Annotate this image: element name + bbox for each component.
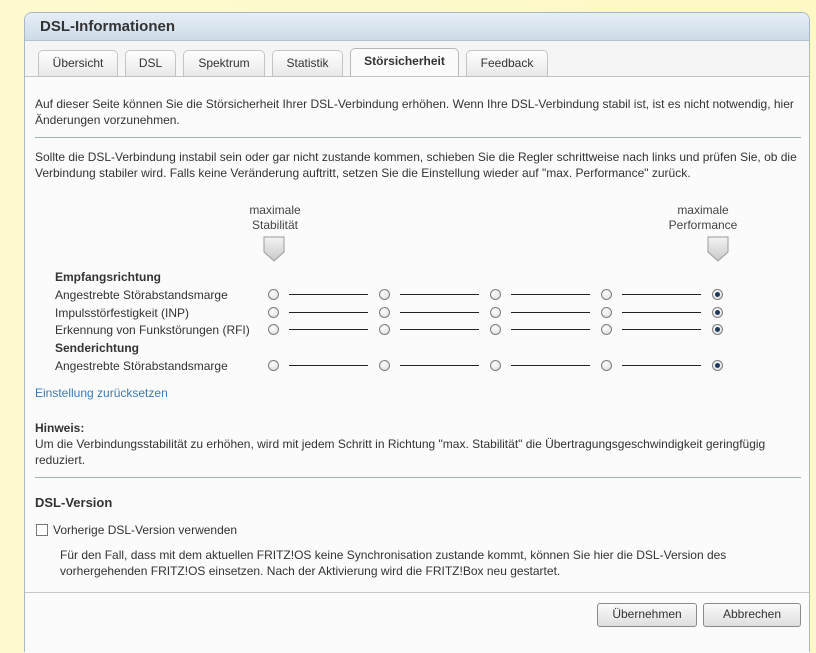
slider-stop-radio[interactable] [268, 289, 279, 300]
row-label-receive-margin: Angestrebte Störabstandsmarge [55, 288, 228, 302]
slider-track-segment [400, 312, 479, 313]
slider-stop-radio[interactable] [601, 324, 612, 335]
slider-track-segment [400, 365, 479, 366]
slider-stop-radio[interactable] [601, 289, 612, 300]
panel-title: DSL-Informationen [40, 18, 175, 35]
slider-track-segment [622, 365, 701, 366]
slider-track-segment [289, 329, 368, 330]
tab-stoersicherheit[interactable]: Störsicherheit [350, 48, 459, 76]
slider-stop-radio[interactable] [490, 360, 501, 371]
row-label-receive-rfi: Erkennung von Funkstörungen (RFI) [55, 323, 250, 337]
slider-stop-radio[interactable] [379, 360, 390, 371]
tab-dsl[interactable]: DSL [125, 50, 176, 76]
slider-track-segment [622, 312, 701, 313]
slider-stop-radio[interactable] [490, 289, 501, 300]
send-heading: Senderichtung [55, 341, 140, 355]
tab-feedback[interactable]: Feedback [466, 50, 548, 76]
slider-track-segment [289, 312, 368, 313]
slider-track-segment [400, 294, 479, 295]
slider-track-segment [511, 329, 590, 330]
row-label-send-margin: Angestrebte Störabstandsmarge [55, 359, 228, 373]
slider-handle-left-icon[interactable] [263, 236, 285, 262]
slider-stop-radio[interactable] [601, 307, 612, 318]
panel-header [25, 13, 809, 41]
slider-stop-radio[interactable] [712, 324, 723, 335]
slider-track-segment [622, 294, 701, 295]
slider-track-segment [289, 294, 368, 295]
scale-left-label: maximale Stabilität [249, 203, 301, 232]
instructions-text: Sollte die DSL-Verbindung instabil sein oder gar nicht zustande kommen, schieben Sie die Regler schrittweise nach links und prüfen Sie, ob die Verbindung stabiler wird. Falls keine Veränderung auftritt, setzen Sie die Einstellung wieder auf "max. Performance" zurück. [35, 150, 797, 180]
slider-track-segment [289, 365, 368, 366]
hint-title: Hinweis: [35, 421, 85, 435]
cancel-button[interactable]: Abbrechen [703, 603, 801, 627]
slider-stop-radio[interactable] [268, 360, 279, 371]
slider-stop-radio[interactable] [268, 324, 279, 335]
dsl-version-description: Für den Fall, dass mit dem aktuellen FRITZ!OS keine Synchronisation zustande kommt, können Sie hier die DSL-Version des vorhergehenden FRITZ!OS einsetzen. Nach der Aktivierung wird die FRITZ!Box neu gestartet. [60, 548, 727, 578]
slider-handle-right-icon[interactable] [707, 236, 729, 262]
slider-stop-radio[interactable] [490, 324, 501, 335]
slider-stop-radio[interactable] [712, 307, 723, 318]
previous-dsl-version-checkbox[interactable] [36, 524, 48, 536]
reset-settings-link[interactable]: Einstellung zurücksetzen [35, 386, 168, 400]
slider-stop-radio[interactable] [379, 289, 390, 300]
row-label-receive-inp: Impulsstörfestigkeit (INP) [55, 306, 190, 320]
slider-stop-radio[interactable] [268, 307, 279, 318]
divider [35, 477, 801, 478]
slider-track-segment [511, 365, 590, 366]
hint-text: Um die Verbindungsstabilität zu erhöhen, wird mit jedem Schritt in Richtung "max. Stabilität" die Übertragungsgeschwindigkeit geringfügig reduziert. [35, 437, 766, 467]
slider-stop-radio[interactable] [379, 307, 390, 318]
previous-dsl-version-label[interactable]: Vorherige DSL-Version verwenden [53, 523, 238, 537]
dsl-version-title: DSL-Version [35, 495, 113, 510]
divider [35, 137, 801, 138]
tab-uebersicht[interactable]: Übersicht [38, 50, 118, 76]
slider-stop-radio[interactable] [601, 360, 612, 371]
scale-right-label: maximale Performance [668, 203, 738, 232]
receive-heading: Empfangsrichtung [55, 270, 162, 284]
dsl-info-panel [24, 12, 810, 652]
tab-content [25, 76, 809, 653]
intro-text: Auf dieser Seite können Sie die Störsicherheit Ihrer DSL-Verbindung erhöhen. Wenn Ihre DSL-Verbindung stabil ist, ist es nicht notwendig, hier Änderungen vorzunehmen. [35, 97, 794, 127]
tab-statistik[interactable]: Statistik [272, 50, 343, 76]
slider-stop-radio[interactable] [490, 307, 501, 318]
slider-track-segment [622, 329, 701, 330]
slider-stop-radio[interactable] [379, 324, 390, 335]
slider-stop-radio[interactable] [712, 360, 723, 371]
tab-spektrum[interactable]: Spektrum [183, 50, 265, 76]
slider-stop-radio[interactable] [712, 289, 723, 300]
slider-track-segment [511, 312, 590, 313]
apply-button[interactable]: Übernehmen [597, 603, 697, 627]
footer-divider [25, 592, 809, 593]
slider-track-segment [400, 329, 479, 330]
slider-track-segment [511, 294, 590, 295]
